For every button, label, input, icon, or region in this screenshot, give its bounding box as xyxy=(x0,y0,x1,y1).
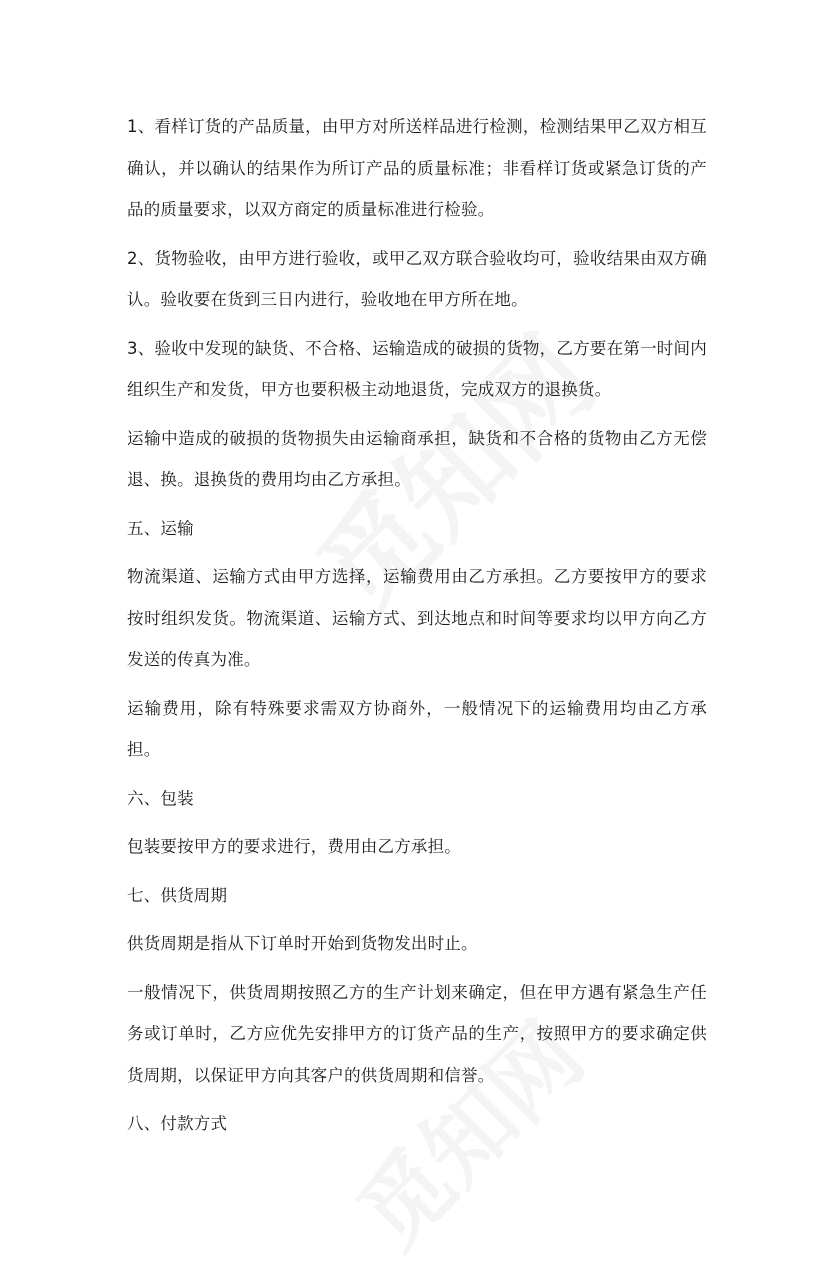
document-body xyxy=(127,106,707,1152)
clause-3-defects: 3、验收中发现的缺货、不合格、运输造成的破损的货物，乙方要在第一时间内组织生产和发货，甲方也要积极主动地退货，完成双方的退换货。 xyxy=(127,338,707,399)
transport-fee-paragraph: 运输费用，除有特殊要求需双方协商外，一般情况下的运输费用均由乙方承担。 xyxy=(127,698,707,759)
supply-cycle-definition: 供货周期是指从下订单时开始到货物发出时止。 xyxy=(127,934,478,953)
clause-1-sample-quality: 1、看样订货的产品质量，由甲方对所送样品进行检测，检测结果甲乙双方相互确认，并以确认的结果作为所订产品的质量标准；非看样订货或紧急订货的产品的质量要求，以双方商定的质量标准进行检验。 xyxy=(127,117,707,219)
section-heading-payment: 八、付款方式 xyxy=(127,1114,228,1133)
transport-damage-paragraph: 运输中造成的破损的货物损失由运输商承担，缺货和不合格的货物由乙方无偿退、换。退换货的费用均由乙方承担。 xyxy=(127,428,707,489)
clause-2-acceptance: 2、货物验收，由甲方进行验收，或甲乙双方联合验收均可，验收结果由双方确认。验收要在货到三日内进行，验收地在甲方所在地。 xyxy=(127,248,707,309)
section-heading-packaging: 六、包装 xyxy=(127,788,194,808)
supply-cycle-paragraph: 一般情况下，供货周期按照乙方的生产计划来确定，但在甲方遇有紧急生产任务或订单时，乙方应优先安排甲方的订货产品的生产，按照甲方的要求确定供货周期，以保证甲方向其客户的供货周期和信誉。 xyxy=(127,982,707,1085)
transport-method-paragraph: 物流渠道、运输方式由甲方选择，运输费用由乙方承担。乙方要按甲方的要求按时组织发货。物流渠道、运输方式、到达地点和时间等要求均以甲方向乙方发送的传真为准。 xyxy=(127,567,707,669)
section-heading-supply-cycle: 七、供货周期 xyxy=(127,885,228,905)
section-heading-transport: 五、运输 xyxy=(127,518,194,538)
packaging-paragraph: 包装要按甲方的要求进行，费用由乙方承担。 xyxy=(127,837,461,856)
